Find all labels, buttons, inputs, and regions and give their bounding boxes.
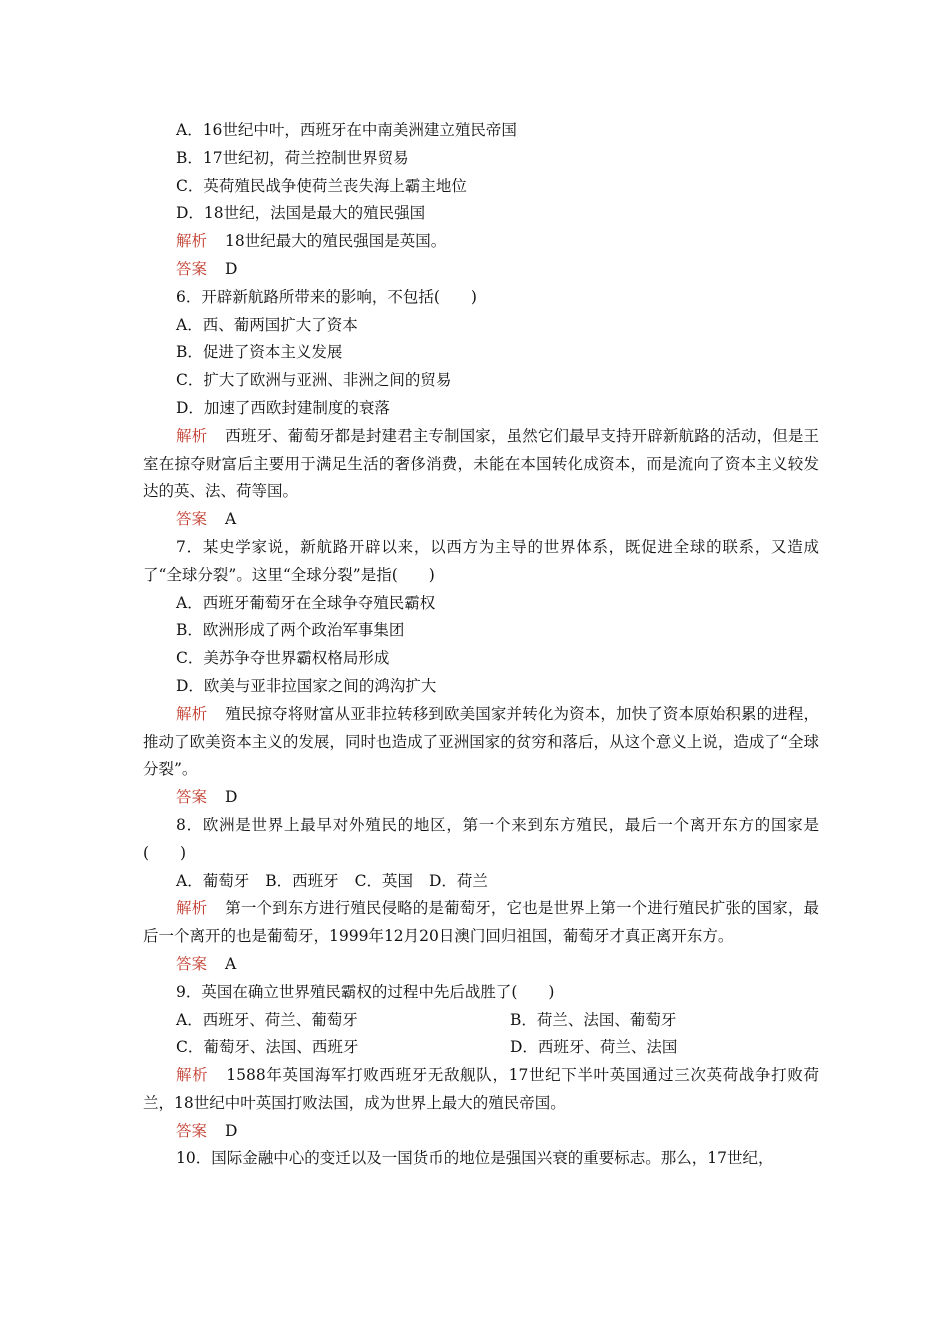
answer-value: D	[225, 1121, 238, 1140]
q8-analysis	[143, 895, 819, 951]
question-10	[143, 1145, 819, 1173]
document-page	[143, 117, 819, 1173]
analysis-label: 解析	[176, 426, 208, 445]
q8-option-d: D．荷兰	[428, 871, 488, 890]
answer-label: 答案	[176, 259, 208, 278]
answer-value: A	[225, 954, 237, 973]
analysis-text: 1588年英国海军打败西班牙无敌舰队，17世纪下半叶英国通过三次英荷战争打败荷兰，18世纪中叶英国打败法国，成为世界上最大的殖民帝国。	[143, 1066, 819, 1112]
q5-option-b: B．17世纪初，荷兰控制世界贸易	[176, 148, 409, 167]
q8-option-b: B．西班牙	[265, 871, 339, 890]
q5-option-d: D．18世纪，法国是最大的殖民强国	[176, 204, 426, 223]
analysis-text: 殖民掠夺将财富从亚非拉转移到欧美国家并转化为资本，加快了资本原始积累的进程，推动了欧美资本主义的发展，同时也造成了亚洲国家的贫穷和落后，从这个意义上说，造成了“全球分裂”。	[143, 704, 819, 779]
q7-option-d: D．欧美与亚非拉国家之间的鸿沟扩大	[176, 676, 437, 695]
q10-stem: 10．国际金融中心的变迁以及一国货币的地位是强国兴衰的重要标志。那么，17世纪，	[176, 1149, 774, 1168]
answer-label: 答案	[176, 788, 208, 807]
analysis-label: 解析	[176, 899, 208, 918]
q9-stem: 9．英国在确立世界殖民霸权的过程中先后战胜了( )	[176, 982, 555, 1001]
answer-value: D	[225, 788, 238, 807]
q7-analysis	[143, 701, 819, 784]
q7-option-b: B．欧洲形成了两个政治军事集团	[176, 621, 405, 640]
q8-stem: 8．欧洲是世界上最早对外殖民的地区，第一个来到东方殖民，最后一个离开东方的国家是( )	[143, 815, 819, 862]
question-9	[143, 979, 819, 1146]
q9-option-b: B．荷兰、法国、葡萄牙	[510, 1010, 677, 1029]
answer-label: 答案	[176, 954, 208, 973]
q9-option-d: D．西班牙、荷兰、法国	[510, 1038, 678, 1057]
answer-label: 答案	[176, 510, 208, 529]
analysis-label: 解析	[176, 232, 208, 251]
q6-analysis	[143, 423, 819, 506]
question-7	[143, 534, 819, 812]
q8-option-a: A．葡萄牙	[176, 871, 250, 890]
answer-value: D	[225, 259, 238, 278]
q9-options-row-2	[143, 1034, 819, 1062]
q9-answer	[143, 1118, 819, 1146]
q9-analysis	[143, 1062, 819, 1118]
q9-option-a: A．西班牙、荷兰、葡萄牙	[176, 1010, 358, 1029]
q8-answer	[143, 951, 819, 979]
q9-option-c: C．葡萄牙、法国、西班牙	[176, 1038, 359, 1057]
analysis-text: 西班牙、葡萄牙都是封建君主专制国家，虽然它们最早支持开辟新航路的活动，但是王室在掠夺财富后主要用于满足生活的奢侈消费，未能在本国转化成资本，而是流向了资本主义较发达的英、法、荷等国。	[143, 426, 819, 501]
q8-option-c: C．英国	[354, 871, 413, 890]
q6-option-d: D．加速了西欧封建制度的衰落	[176, 398, 390, 417]
q6-option-c: C．扩大了欧洲与亚洲、非洲之间的贸易	[176, 371, 452, 390]
q7-option-c: C．美苏争夺世界霸权格局形成	[176, 649, 390, 668]
question-6	[143, 284, 819, 534]
q6-stem: 6．开辟新航路所带来的影响，不包括( )	[176, 287, 477, 306]
q6-option-b: B．促进了资本主义发展	[176, 343, 343, 362]
question-5	[143, 117, 819, 284]
q7-answer	[143, 784, 819, 812]
analysis-label: 解析	[176, 704, 208, 723]
question-8	[143, 812, 819, 979]
analysis-text: 18世纪最大的殖民强国是英国。	[225, 232, 447, 251]
q5-answer	[143, 256, 819, 284]
q5-option-a: A．16世纪中叶，西班牙在中南美洲建立殖民帝国	[176, 121, 517, 139]
q9-options-row-1	[143, 1007, 819, 1035]
q7-option-a: A．西班牙葡萄牙在全球争夺殖民霸权	[176, 593, 436, 612]
analysis-label: 解析	[176, 1066, 209, 1085]
q7-stem: 7．某史学家说，新航路开辟以来，以西方为主导的世界体系，既促进全球的联系，又造成了“全球分裂”。这里“全球分裂”是指( )	[143, 537, 819, 584]
q5-option-c: C．英荷殖民战争使荷兰丧失海上霸主地位	[176, 176, 467, 195]
q8-options	[143, 868, 819, 896]
q6-option-a: A．西、葡两国扩大了资本	[176, 315, 358, 334]
answer-value: A	[225, 510, 237, 529]
q6-answer	[143, 506, 819, 534]
q5-analysis	[143, 228, 819, 256]
answer-label: 答案	[176, 1121, 208, 1140]
analysis-text: 第一个到东方进行殖民侵略的是葡萄牙，它也是世界上第一个进行殖民扩张的国家，最后一个离开的也是葡萄牙，1999年12月20日澳门回归祖国，葡萄牙才真正离开东方。	[143, 899, 819, 946]
